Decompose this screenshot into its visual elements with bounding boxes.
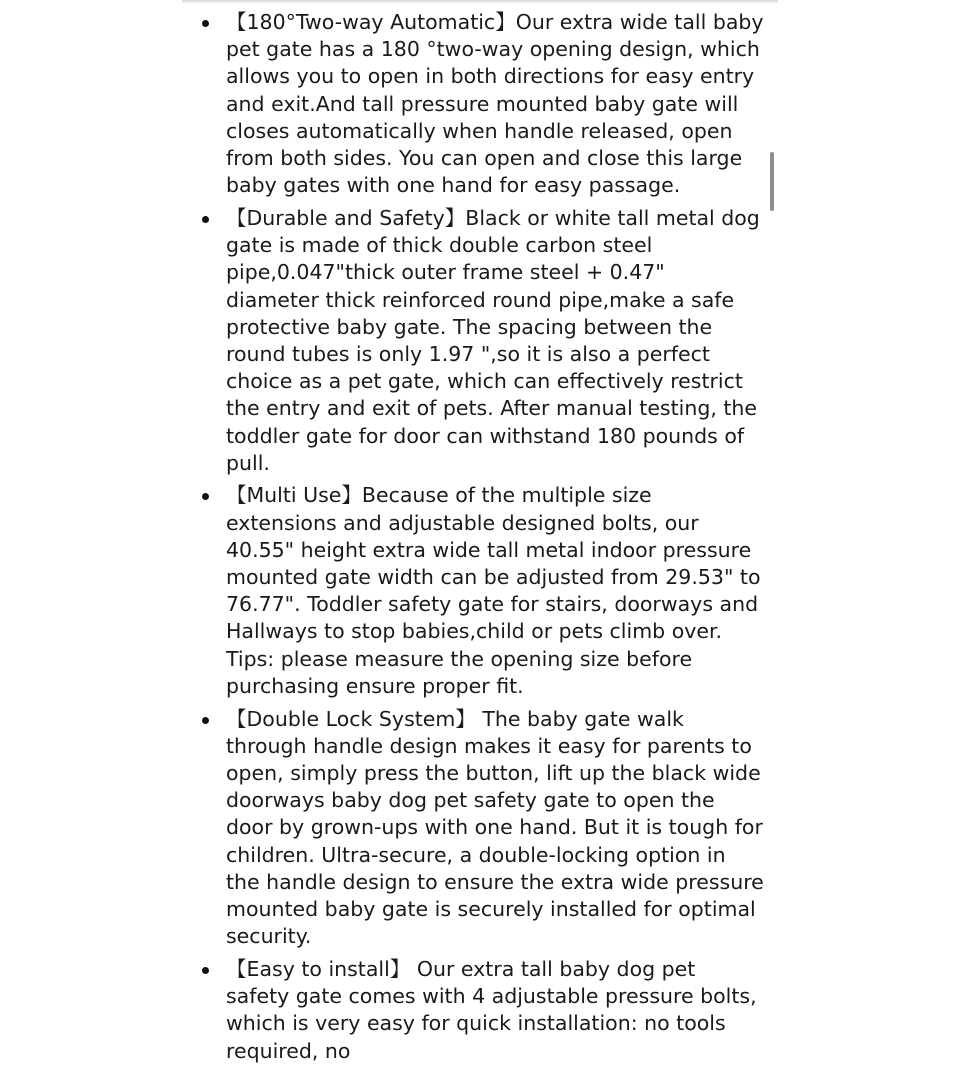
bullet-dot-icon — [202, 20, 209, 27]
feature-bullet-easy-install — [182, 956, 778, 1065]
feature-bullet-list — [182, 9, 778, 1070]
feature-text: 【Multi Use】Because of the multiple size extensions and adjustable designed bolts, our 40.55" height extra wide tall metal indoor pressure mounted gate width can be adjusted from 29.53" to 76.77". Toddler safety gate for stairs, doorways and Hallways to stop babies,child or pets climb over. Tips: please measure the opening size before purchasing ensure proper fit. — [226, 483, 761, 698]
feature-text: 【Easy to install】 Our extra tall baby dog pet safety gate comes with 4 adjustable pressure bolts, which is very easy for quick installation: no tools required, no — [226, 956, 757, 1063]
product-description-panel — [182, 0, 778, 1063]
bullet-dot-icon — [202, 493, 209, 500]
feature-bullet-durable-safety — [182, 205, 778, 477]
feature-bullet-multi-use — [182, 482, 778, 700]
feature-text: 【Durable and Safety】Black or white tall metal dog gate is made of thick double carbon steel pipe,0.047"thick outer frame steel + 0.47" diameter thick reinforced round pipe,make a safe protective baby gate. The spacing between the round tubes is only 1.97 ",so it is also a perfect choice as a pet gate, which can effectively restrict the entry and exit of pets. After manual testing, the toddler gate for door can withstand 180 pounds of pull. — [226, 205, 760, 475]
vertical-scrollbar-thumb[interactable] — [770, 152, 774, 211]
feature-text: 【180°Two-way Automatic】Our extra wide tall baby pet gate has a 180 °two-way opening design, which allows you to open in both directions for easy entry and exit.And tall pressure mounted baby gate will closes automatically when handle released, open from both sides. You can open and close this large baby gates with one hand for easy passage. — [226, 10, 764, 198]
bullet-dot-icon — [202, 717, 209, 724]
feature-bullet-double-lock — [182, 706, 778, 951]
bullet-dot-icon — [202, 967, 209, 974]
bullet-dot-icon — [202, 216, 209, 223]
feature-text: 【Double Lock System】 The baby gate walk through handle design makes it easy for parents to open, simply press the button, lift up the black wide doorways baby dog pet safety gate to open the door by grown-ups with one hand. But it is tough for children. Ultra-secure, a double-locking option in the handle design to ensure the extra wide pressure mounted baby gate is securely installed for optimal security. — [226, 706, 764, 949]
feature-bullet-two-way-automatic — [182, 9, 778, 199]
